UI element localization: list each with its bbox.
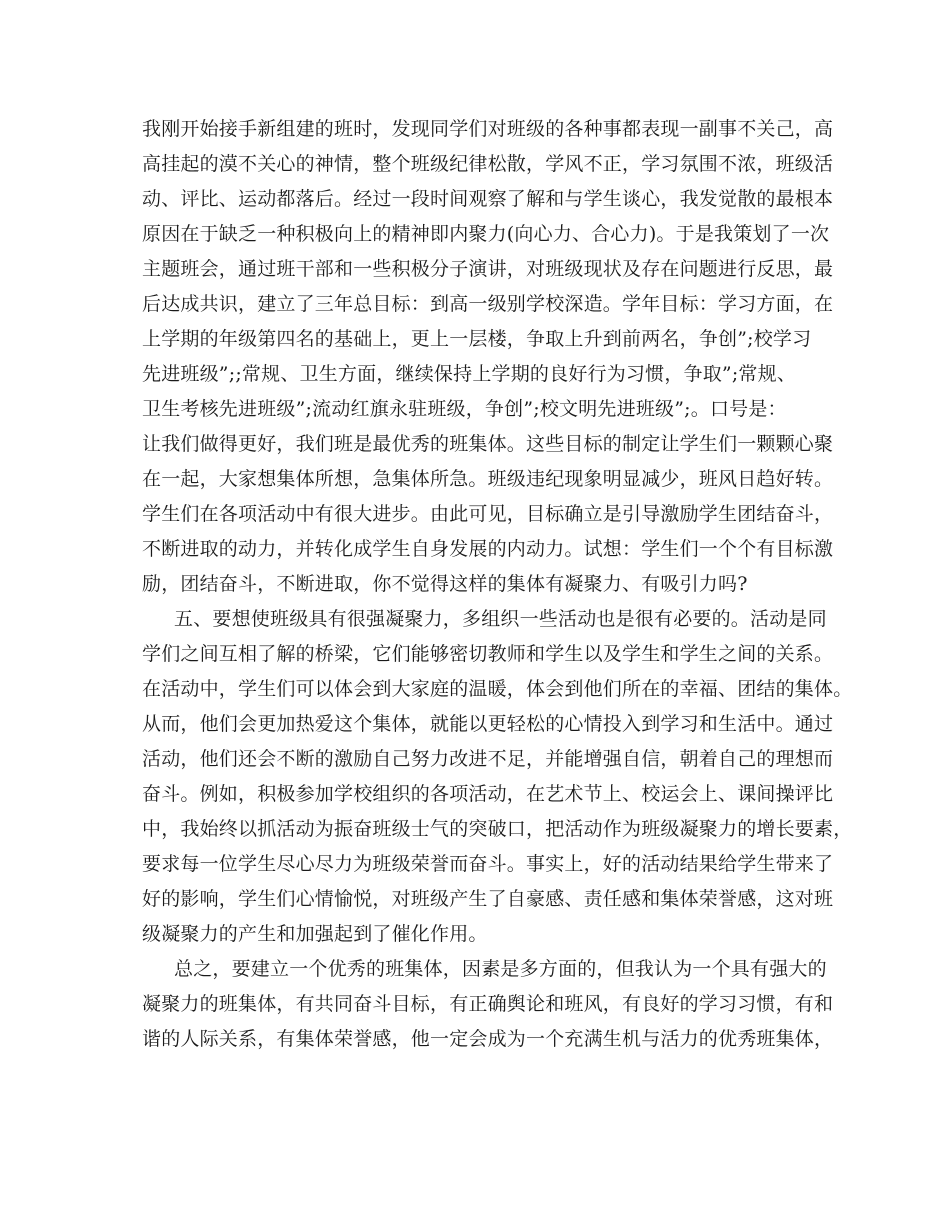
text-line: 谐的人际关系，有集体荣誉感，他一定会成为一个充满生机与活力的优秀班集体， [142, 1028, 834, 1050]
text-line: 先进班级”;;常规、卫生方面，继续保持上学期的良好行为习惯，争取”;常规、 [142, 363, 797, 385]
text-line: 五、要想使班级具有很强凝聚力，多组织一些活动也是很有必要的。活动是同 [174, 608, 827, 630]
text-line: 级凝聚力的产生和加强起到了催化作用。 [142, 923, 488, 945]
text-line: 不断进取的动力，并转化成学生自身发展的内动力。试想：学生们一个个有目标激 [142, 538, 834, 560]
text-line: 原因在于缺乏一种积极向上的精神即内聚力(向心力、合心力)。于是我策划了一次 [142, 223, 830, 245]
text-line: 好的影响，学生们心情愉悦，对班级产生了自豪感、责任感和集体荣誉感，这对班 [142, 888, 834, 910]
text-line: 学们之间互相了解的桥梁，它们能够密切教师和学生以及学生和学生之间的关系。 [142, 643, 834, 665]
text-line: 从而，他们会更加热爱这个集体，就能以更轻松的心情投入到学习和生活中。通过 [142, 713, 834, 735]
text-line: 奋斗。例如，积极参加学校组织的各项活动，在艺术节上、校运会上、课间操评比 [142, 783, 834, 805]
text-line: 活动，他们还会不断的激励自己努力改进不足，并能增强自信，朝着自己的理想而 [142, 748, 834, 770]
text-line: 主题班会，通过班干部和一些积极分子演讲，对班级现状及存在问题进行反思，最 [142, 258, 834, 280]
text-line: 总之，要建立一个优秀的班集体，因素是多方面的，但我认为一个具有强大的 [174, 958, 827, 980]
text-line: 我刚开始接手新组建的班时，发现同学们对班级的各种事都表现一副事不关己，高 [142, 118, 834, 140]
text-line: 学生们在各项活动中有很大进步。由此可见，目标确立是引导激励学生团结奋斗， [142, 503, 834, 525]
text-line: 高挂起的漠不关心的神情，整个班级纪律松散，学风不正，学习氛围不浓，班级活 [142, 153, 834, 175]
text-line: 凝聚力的班集体，有共同奋斗目标，有正确舆论和班风，有良好的学习习惯，有和 [142, 993, 834, 1015]
text-line: 上学期的年级第四名的基础上，更上一层楼，争取上升到前两名，争创”;校学习 [142, 328, 812, 350]
text-line: 让我们做得更好，我们班是最优秀的班集体。这些目标的制定让学生们一颗颗心聚 [142, 433, 834, 455]
text-line: 动、评比、运动都落后。经过一段时间观察了解和与学生谈心，我发觉散的最根本 [142, 188, 834, 210]
text-line: 在一起，大家想集体所想，急集体所急。班级违纪现象明显减少，班风日趋好转。 [142, 468, 834, 490]
text-line: 励，团结奋斗，不断进取，你不觉得这样的集体有凝聚力、有吸引力吗? [142, 573, 748, 595]
text-line: 后达成共识，建立了三年总目标：到高一级别学校深造。学年目标：学习方面，在 [142, 293, 834, 315]
text-line: 中，我始终以抓活动为振奋班级士气的突破口，把活动作为班级凝聚力的增长要素， [142, 818, 853, 840]
text-line: 要求每一位学生尽心尽力为班级荣誉而奋斗。事实上，好的活动结果给学生带来了 [142, 853, 834, 875]
text-line: 在活动中，学生们可以体会到大家庭的温暖，体会到他们所在的幸福、团结的集体。 [142, 678, 853, 700]
text-line: 卫生考核先进班级”;流动红旗永驻班级，争创”;校文明先进班级”;。口号是： [142, 398, 787, 420]
